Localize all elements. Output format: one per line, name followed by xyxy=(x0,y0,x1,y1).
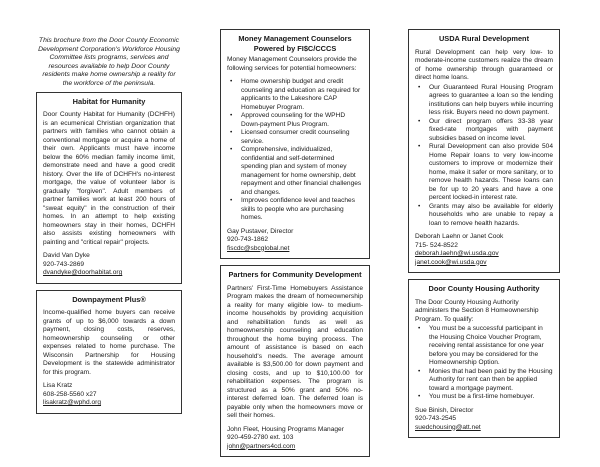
brochure-intro: This brochure from the Door County Economic Development Corporation's Workforce Housing Committee lists programs, services and resources available to help Door County residents make home ownership a reality for the workforce of the peninsula. xyxy=(38,37,180,87)
section-intro: Money Management Counselors provide the following services for potential homeowners: xyxy=(227,56,357,72)
contact-email[interactable]: suedchousing@att.net xyxy=(415,423,481,431)
section-title: Partners for Community Development xyxy=(228,270,362,279)
list-item: • Grants may also be available for elderly households who are unable to repay a loan to remove health hazards. xyxy=(429,203,553,229)
contact-phone: 920-459-2780 ext. 103 xyxy=(227,434,294,441)
contact-phone: 920-743-1862 xyxy=(227,236,269,243)
partners-section xyxy=(220,265,370,457)
housing-authority-section xyxy=(408,279,560,438)
section-title: Downpayment Plus® xyxy=(72,294,146,304)
money-management-section xyxy=(220,29,370,259)
programs-list xyxy=(415,84,553,229)
right-column xyxy=(408,29,560,438)
contact-email[interactable]: lisakratz@wphd.org xyxy=(43,399,102,407)
contact-name: Deborah Laehn or Janet Cook xyxy=(415,233,504,240)
left-column xyxy=(36,37,182,414)
list-item: • Our direct program offers 33-38 year fixed-rate mortgages with payment subsidies based on income level. xyxy=(429,118,553,144)
middle-column xyxy=(220,29,370,457)
contact-email[interactable]: fiscdc@sbcglobal.net xyxy=(227,244,290,252)
list-item: • Rural Development can also provide 504 Home Repair loans to very low-income customers to improve or modernize their home, make it safer or more sanitary, or to remove health hazards. These loans can be for up to 20 years and have a one percent locked-in interest rate. xyxy=(429,143,553,203)
list-item: • Licensed consumer credit counseling service. xyxy=(241,129,363,146)
list-item: • You must be a first-time homebuyer. xyxy=(429,393,553,402)
contact-phone: 715- 524-8522 xyxy=(415,241,458,249)
contact-name: Sue Binish, Director xyxy=(415,406,474,414)
list-item: • You must be a successful participant in the Housing Choice Voucher Program, receiving rental assistance for one year before you may be considered for the Homeownership Option. xyxy=(429,325,553,368)
section-body: Door County Habitat for Humanity (DCHFH) is an ecumenical Christian organization that partners with families who cannot obtain a conventional mortgage or acquire a home of their own. Applicants must have income below the 60% median family income limit, demonstrate need and have a good credit history. Over the life of DCHFH's no-interest mortgage, the value of volunteer labor is gradually "forgiven". Adult members of partner families work at least 200 hours of "sweat equity" in the construction of their homes. In an attempt to help existing homeowners stay in their homes, DCHFH also assists existing homeowners with painting and "critical repair" projects. xyxy=(43,111,175,246)
section-intro: The Door County Housing Authority administers the Section 8 Homeownership Program. To qualify: xyxy=(415,298,539,323)
contact-email[interactable]: deborah.laehn@wi.usda.gov xyxy=(415,250,499,257)
section-intro: Rural Development can help very low- to moderate-income customers realize the dream of home ownership through guaranteed or direct home loans. xyxy=(415,48,553,81)
contact-name: Gay Pustaver, Director xyxy=(227,227,294,235)
usda-section xyxy=(408,29,560,273)
contact-name: John Fleet, Housing Programs Manager xyxy=(227,425,344,433)
contact-name: David Van Dyke xyxy=(43,252,90,260)
requirements-list xyxy=(415,325,553,402)
contact-email[interactable]: john@partners4cd.com xyxy=(227,442,296,450)
contact-email[interactable]: janet.cook@wi.usda.gov xyxy=(415,258,487,266)
downpayment-plus-section xyxy=(36,290,182,414)
section-title: USDA Rural Development xyxy=(438,34,530,43)
contact-phone: 920-743-2545 xyxy=(415,415,457,422)
section-title: Money Management Counselors xyxy=(238,34,352,43)
section-title: Door County Housing Authority xyxy=(428,284,540,293)
habitat-section xyxy=(36,92,182,284)
contact-email[interactable]: dvandyke@doorhabitat.org xyxy=(43,269,123,277)
section-body: Income-qualified home buyers can receive grants of up to $6,000 towards a down payment, closing costs, reserves, homeownership counseling or other expenses related to home purchase. The Wisconsin Partnership for Housing Development is the statewide administrator for this program. xyxy=(43,309,175,376)
list-item: • Approved counseling for the WPHD Down-payment Plus Program. xyxy=(241,112,363,129)
contact-phone: 920-743-2869 xyxy=(43,260,85,268)
list-item: • Our Guaranteed Rural Housing Program agrees to guarantee a loan so the lending institutions can help buyers while incurring less risk. Buyers need no down payment. xyxy=(429,84,553,118)
services-list xyxy=(227,78,363,223)
list-item: • Comprehensive, individualized, confidential and self-determined spending plan and system of money management for home ownership, debt repayment and other financial challenges and changes. xyxy=(241,146,363,197)
section-body: Partners' First-Time Homebuyers Assistance Program makes the dream of homeownership a reality for many eligible low- to medium-income households by providing acquisition and rehabilitation funds as well as homeownership counseling and education throughout the home buying process. The amount of assistance is based on each household's needs. The average amount available is $3,500.00 for down payment and closing costs, and up to $10,100.00 for rehabilitation expenses. The program is structured as a 50% grant and 50% no-interest deferred loan. The deferred loan is payable only when the homeowners move or sell their homes. xyxy=(227,284,363,419)
contact-name: Lisa Kratz xyxy=(43,382,73,390)
section-subtitle: Powered by FI$C/CCCS xyxy=(253,43,337,53)
list-item: • Improves confidence level and teaches skills to people who are purchasing homes. xyxy=(241,197,363,223)
list-item: • Home ownership budget and credit counseling and education as required for applicants to the Lakeshore CAP Homebuyer Program. xyxy=(241,78,363,112)
list-item: • Monies that had been paid by the Housing Authority for rent can then be applied toward a mortgage payment. xyxy=(429,368,553,394)
section-title: Habitat for Humanity xyxy=(72,96,146,106)
contact-phone: 608-258-5560 x27 xyxy=(43,390,97,398)
